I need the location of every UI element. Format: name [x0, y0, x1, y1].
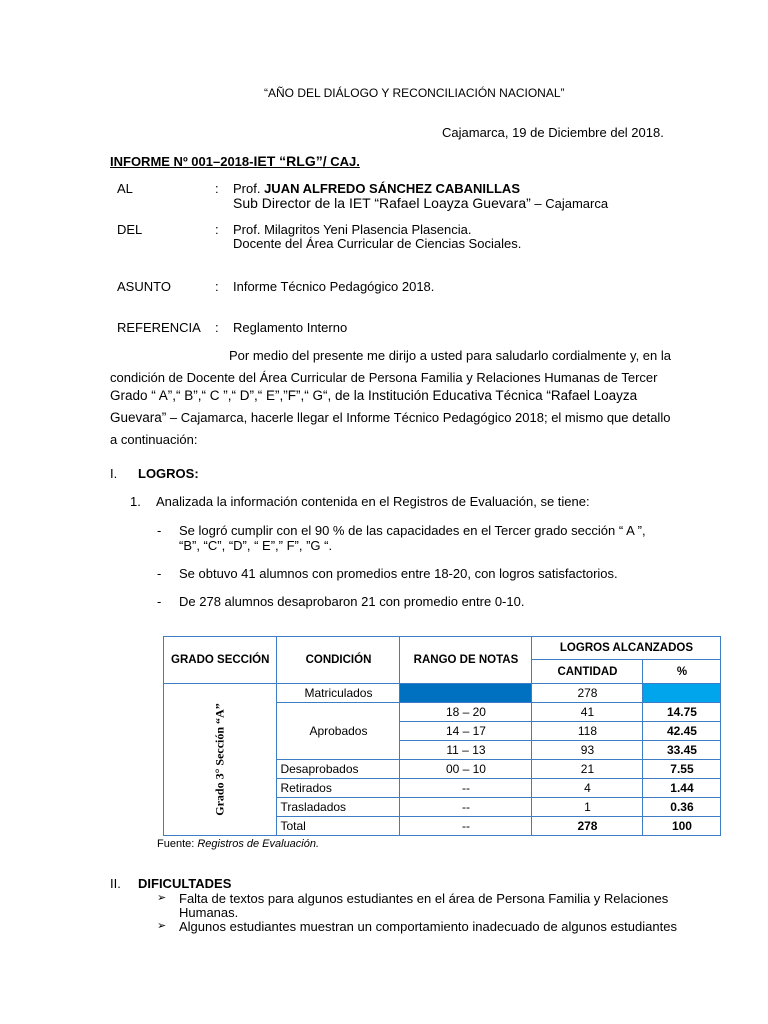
del-label: DEL — [117, 222, 143, 237]
referencia-value: Reglamento Interno — [233, 320, 348, 335]
condicion-cell: Desaprobados — [277, 760, 400, 779]
del-colon: : — [215, 222, 219, 237]
intro-line4-rest: – Cajamarca, hacerle llegar el Informe Técnico Pedagógico 2018; el mismo que detallo — [166, 410, 671, 425]
bullet3-text: De 278 alumnos desaprobaron 21 con promedio entre 0-10. — [179, 594, 525, 609]
al-position — [233, 195, 608, 211]
bullet2-text: Se obtuvo 41 alumnos con promedios entre 18-20, con logros satisfactorios. — [179, 566, 618, 581]
intro-line4 — [110, 410, 670, 425]
header-logros-alcanzados: LOGROS ALCANZADOS — [532, 637, 721, 660]
source-value: Registros de Evaluación. — [197, 838, 320, 850]
al-position-a: Sub Director de la IET “Rafael Loayza Guevara” — [233, 195, 531, 211]
arrow-bullet-icon: ➢ — [157, 919, 167, 932]
header-cantidad: CANTIDAD — [532, 660, 643, 684]
intro-line3 — [110, 388, 637, 403]
al-name: JUAN ALFREDO SÁNCHEZ CABANILLAS — [264, 181, 520, 196]
cantidad-cell: 278 — [532, 684, 643, 703]
percent-cell: 7.55 — [643, 760, 721, 779]
intro-line1: Por medio del presente me dirijo a usted para saludarlo cordialmente y, en la — [229, 348, 671, 363]
section1-number: I. — [110, 466, 118, 481]
percent-cell: 100 — [643, 817, 721, 836]
al-position-b: – Cajamarca — [530, 196, 609, 211]
cantidad-cell: 21 — [532, 760, 643, 779]
condicion-cell: Trasladados — [277, 798, 400, 817]
section1-item-number: 1. — [130, 494, 141, 509]
header-condicion: CONDICIÓN — [277, 637, 400, 684]
cantidad-cell: 41 — [532, 703, 643, 722]
date-line: Cajamarca, 19 de Diciembre del 2018. — [442, 125, 664, 140]
bullet1-line1: Se logró cumplir con el 90 % de las capacidades en el Tercer grado sección “ A ”, — [179, 523, 646, 538]
section1-title: LOGROS: — [138, 466, 199, 481]
asunto-value: Informe Técnico Pedagógico 2018. — [233, 279, 435, 294]
al-colon: : — [215, 181, 219, 196]
del-line1: Prof. Milagritos Yeni Plasencia Plasencia. — [233, 222, 472, 237]
del-line2: Docente del Área Curricular de Ciencias Sociales. — [233, 236, 522, 251]
arrow-bullet-icon: ➢ — [157, 891, 167, 904]
rango-cell: -- — [400, 779, 532, 798]
intro-line3-grades: Grado “ A”,“ B”,“ C ”,“ D”,“ E”,”F”,“ G“, — [110, 388, 332, 403]
header-grado-seccion: GRADO SECCIÓN — [164, 637, 277, 684]
report-title-part2: IET “RLG”/ — [253, 153, 327, 169]
condicion-cell: Matriculados — [277, 684, 400, 703]
rango-cell: 18 – 20 — [400, 703, 532, 722]
condicion-cell: Aprobados — [277, 703, 400, 760]
intro-line4-school: Guevara” — [110, 410, 167, 425]
bullet1-line2: “B”, “C”, “D”, “ E”,” F”, ”G “. — [179, 538, 333, 553]
referencia-colon: : — [215, 320, 219, 335]
referencia-label: REFERENCIA — [117, 320, 201, 335]
header-percent: % — [643, 660, 721, 684]
intro-line2: condición de Docente del Área Curricular de Persona Familia y Relaciones Humanas de Tercer — [110, 370, 658, 385]
asunto-label: ASUNTO — [117, 279, 171, 294]
al-prefix: Prof. — [233, 181, 265, 196]
grado-seccion-vertical-label: Grado 3° Sección “A” — [212, 703, 227, 816]
rango-cell — [400, 684, 532, 703]
section1-item-text: Analizada la información contenida en el Registros de Evaluación, se tiene: — [156, 494, 590, 509]
document-motto: “AÑO DEL DIÁLOGO Y RECONCILIACIÓN NACIONAL” — [264, 86, 565, 100]
rango-cell: 14 – 17 — [400, 722, 532, 741]
percent-cell: 14.75 — [643, 703, 721, 722]
cantidad-cell: 4 — [532, 779, 643, 798]
table-source — [157, 838, 319, 850]
rango-cell: 00 – 10 — [400, 760, 532, 779]
report-title — [110, 153, 360, 169]
condicion-cell: Total — [277, 817, 400, 836]
report-title-part3: CAJ. — [326, 154, 360, 169]
section2-number: II. — [110, 876, 121, 891]
source-label: Fuente: — [157, 838, 198, 850]
condicion-cell: Retirados — [277, 779, 400, 798]
table-row — [164, 684, 721, 703]
cantidad-cell: 118 — [532, 722, 643, 741]
rango-cell: -- — [400, 798, 532, 817]
rango-cell: -- — [400, 817, 532, 836]
bullet-dash: - — [157, 523, 162, 538]
percent-cell — [643, 684, 721, 703]
header-rango-notas: RANGO DE NOTAS — [400, 637, 532, 684]
difficulty1-line2: Humanas. — [179, 905, 239, 920]
cantidad-cell: 93 — [532, 741, 643, 760]
cantidad-cell: 1 — [532, 798, 643, 817]
cantidad-cell: 278 — [532, 817, 643, 836]
percent-cell: 1.44 — [643, 779, 721, 798]
bullet-dash: - — [157, 566, 162, 581]
report-title-part1: INFORME Nº 001–2018- — [110, 154, 254, 169]
asunto-colon: : — [215, 279, 219, 294]
intro-line5: a continuación: — [110, 432, 198, 447]
al-recipient — [233, 181, 520, 196]
al-label: AL — [117, 181, 133, 196]
difficulty1-line1: Falta de textos para algunos estudiantes en el área de Persona Familia y Relaciones — [179, 891, 669, 906]
bullet-dash: - — [157, 594, 162, 609]
rango-cell: 11 – 13 — [400, 741, 532, 760]
section2-title: DIFICULTADES — [138, 876, 232, 891]
difficulty2-line1: Algunos estudiantes muestran un comportamiento inadecuado de algunos estudiantes — [179, 919, 677, 934]
grado-seccion-cell — [164, 684, 277, 836]
results-table — [163, 636, 721, 836]
percent-cell: 0.36 — [643, 798, 721, 817]
percent-cell: 33.45 — [643, 741, 721, 760]
intro-line3-school: de la Institución Educativa Técnica “Rafael Loayza — [331, 388, 638, 403]
percent-cell: 42.45 — [643, 722, 721, 741]
